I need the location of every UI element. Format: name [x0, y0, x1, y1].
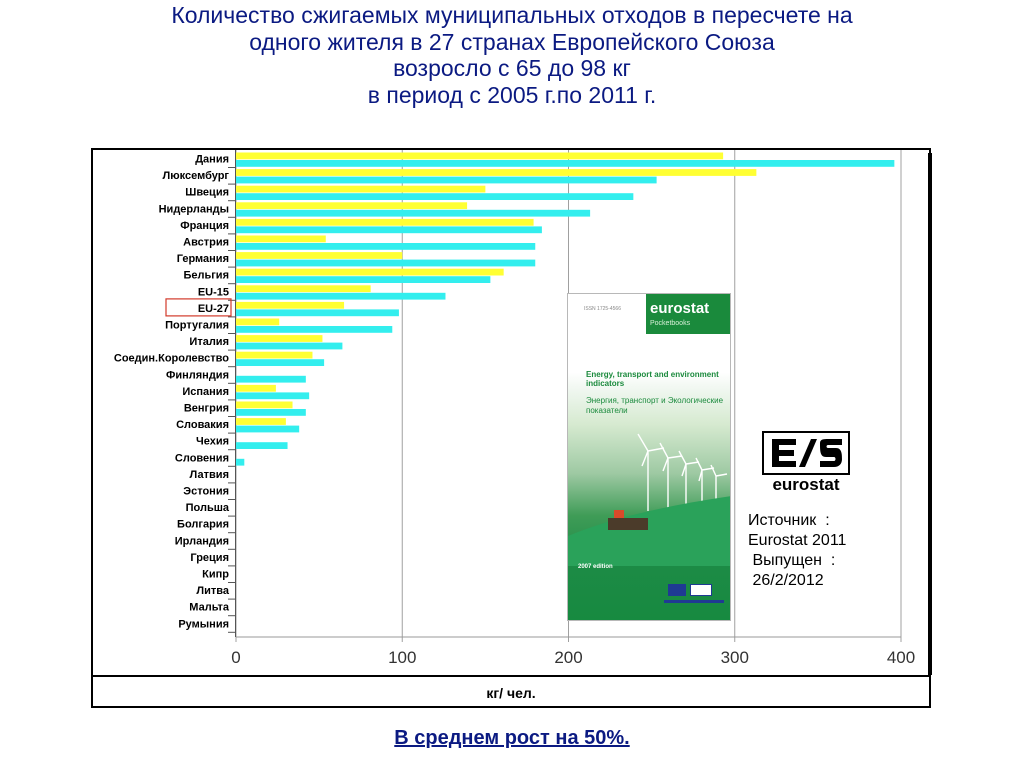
bar-2005 [236, 219, 534, 226]
category-label: Люксембург [162, 170, 229, 183]
bar-2011 [236, 442, 288, 449]
x-tick-label: 100 [388, 648, 417, 667]
bar-2011 [236, 276, 490, 283]
category-label: Болгария [177, 518, 229, 531]
booklet-eurostat-mark-icon [690, 584, 712, 596]
booklet-edition: 2007 edition [578, 564, 613, 570]
bar-2005 [236, 418, 286, 425]
category-label: Соедин.Королевство [113, 352, 229, 365]
eu-flag-icon [668, 584, 686, 596]
bar-2011 [236, 343, 342, 350]
category-label: Чехия [196, 435, 229, 448]
booklet-footer-bar [664, 600, 724, 603]
bar-2011 [236, 243, 535, 250]
bar-2011 [236, 177, 657, 184]
x-tick-label: 300 [720, 648, 749, 667]
booklet-logo [646, 294, 730, 334]
category-label: Словакия [176, 419, 229, 432]
x-tick-label: 200 [554, 648, 583, 667]
x-axis-label: кг/ чел. [486, 685, 536, 701]
category-label: Греция [190, 551, 229, 564]
source-note: Источник : Eurostat 2011 Выпущен : 26/2/2012 [748, 512, 847, 589]
bar-2005 [236, 285, 371, 292]
bar-2011 [236, 210, 590, 217]
x-tick-label: 0 [231, 648, 241, 667]
category-label: Латвия [189, 468, 229, 481]
title-line-3: возросло с 65 до 98 кг [393, 55, 631, 81]
bar-2005 [236, 335, 322, 342]
bar-2005 [236, 402, 293, 409]
category-label: Мальта [189, 601, 229, 614]
bar-2011 [236, 326, 392, 333]
bar-2011 [236, 392, 309, 399]
category-label: Румыния [178, 618, 229, 631]
bar-2011 [236, 359, 324, 366]
bar-2011 [236, 309, 399, 316]
bar-2011 [236, 226, 542, 233]
category-label: EU-27 [197, 302, 229, 315]
bar-2005 [236, 269, 504, 276]
eurostat-logo [762, 431, 852, 493]
wind-turbines-illustration [568, 426, 731, 566]
category-label: EU-15 [197, 286, 229, 299]
category-label: Дания [195, 153, 229, 166]
booklet-cover-image [567, 293, 731, 621]
booklet-title-en: Energy, transport and environment indicators [586, 370, 719, 388]
bar-2005 [236, 186, 485, 193]
booklet-logo-sub: Pocketbooks [650, 320, 691, 327]
category-label: Франция [180, 219, 229, 232]
bar-2005 [236, 352, 312, 359]
booklet-issn: ISSN 1725-4566 [584, 306, 621, 312]
category-label: Германия [176, 253, 229, 266]
bar-2005 [236, 202, 467, 209]
bar-2011 [236, 459, 244, 466]
category-label: Венгрия [183, 402, 229, 415]
bar-2011 [236, 426, 299, 433]
title-line-2: одного жителя в 27 странах Европейского Союза [249, 28, 775, 55]
bar-2011 [236, 293, 445, 300]
booklet-title-ru: Энергия, транспорт и Экологические показатели [586, 396, 724, 415]
category-label: Литва [196, 585, 229, 598]
category-label: Португалия [165, 319, 229, 332]
category-label: Словения [174, 452, 229, 465]
category-label: Бельгия [183, 269, 229, 282]
bar-2005 [236, 153, 723, 160]
bar-2011 [236, 376, 306, 383]
category-label: Эстония [183, 485, 229, 498]
title-line-1: Количество сжигаемых муниципальных отходов в пересчете на [171, 2, 853, 28]
category-label: Италия [189, 336, 229, 349]
bar-2011 [236, 193, 633, 200]
bar-2011 [236, 160, 894, 167]
category-label: Испания [182, 385, 229, 398]
booklet-logo-name: eurostat [650, 300, 710, 317]
bar-2005 [236, 302, 344, 309]
bar-2005 [236, 236, 326, 243]
category-label: Австрия [183, 236, 229, 249]
category-label: Ирландия [174, 535, 229, 548]
category-label: Польша [185, 502, 229, 515]
bar-2011 [236, 409, 306, 416]
category-label: Финляндия [165, 369, 229, 382]
eurostat-logo-text: eurostat [772, 475, 840, 493]
x-tick-label: 400 [886, 648, 916, 667]
category-label: Швеция [185, 186, 229, 199]
category-label: Кипр [202, 568, 229, 581]
bar-2005 [236, 385, 276, 392]
title-line-4: в период с 2005 г.по 2011 г. [367, 81, 657, 108]
summary-text: В среднем рост на 50%. [394, 727, 630, 749]
bar-2005 [236, 252, 402, 259]
category-label: Нидерланды [158, 203, 229, 216]
bar-2005 [236, 319, 279, 326]
bar-2011 [236, 260, 535, 267]
bar-2005 [236, 169, 756, 176]
